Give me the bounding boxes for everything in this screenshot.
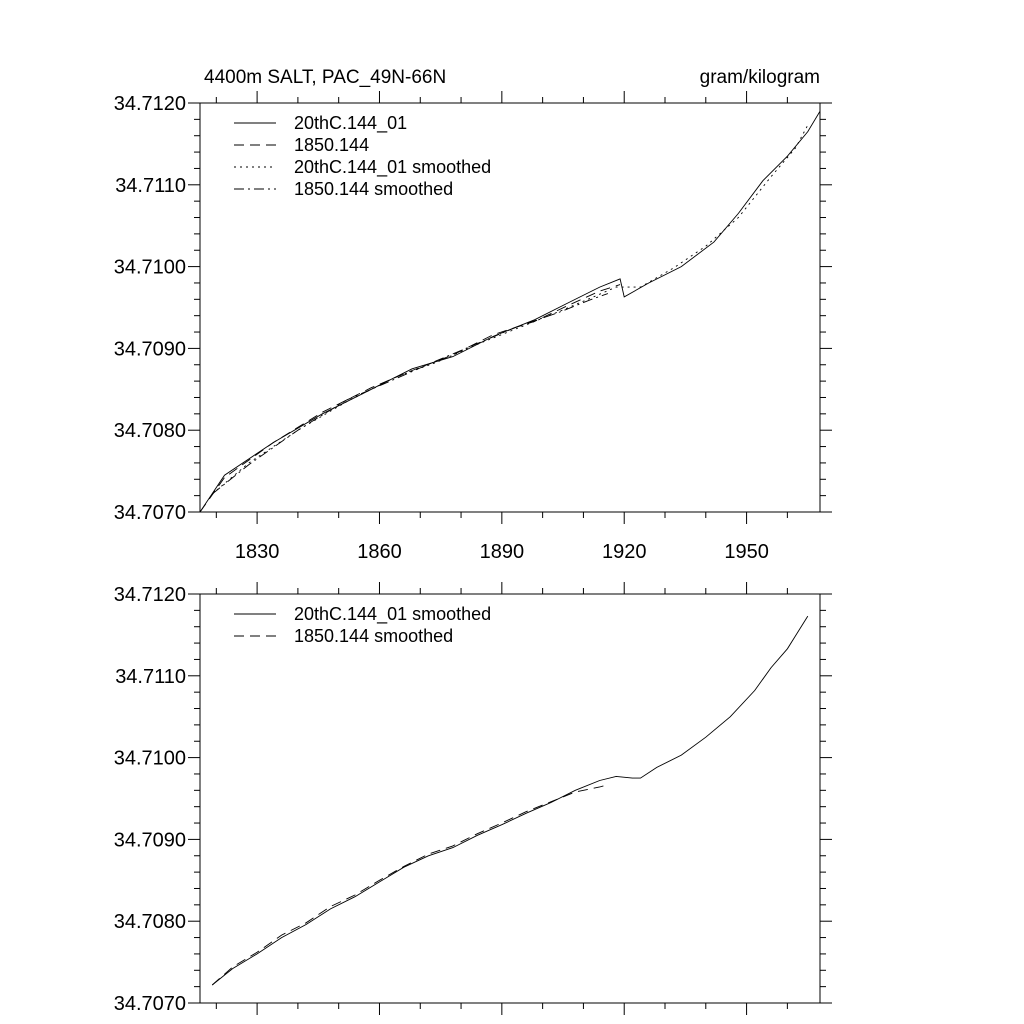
y-tick-label: 34.7080 — [113, 911, 186, 934]
x-tick-label: 1950 — [724, 541, 769, 563]
x-tick-label: 1890 — [479, 541, 525, 563]
top-panel — [114, 91, 832, 563]
series-line-4 — [212, 294, 608, 494]
y-tick-label: 34.7090 — [113, 338, 186, 361]
y-tick-label: 34.7100 — [113, 747, 186, 770]
series-line-2 — [212, 785, 608, 985]
chart-title: 4400m SALT, PAC_49N-66N — [204, 67, 447, 88]
legend-label: 20thC.144_01 smoothed — [294, 157, 492, 177]
y-tick-label: 34.7110 — [115, 665, 186, 688]
plot-frame — [200, 103, 820, 512]
x-tick-label: 1860 — [357, 541, 402, 563]
y-tick-label: 34.7070 — [113, 502, 186, 524]
legend-label: 20thC.144_01 smoothed — [294, 604, 492, 624]
legend-label: 1850.144 smoothed — [294, 626, 454, 646]
legend-label: 1850.144 smoothed — [294, 179, 454, 199]
y-tick-label: 34.7120 — [113, 93, 186, 115]
y-tick-label: 34.7070 — [113, 993, 186, 1015]
y-tick-label: 34.7080 — [113, 420, 186, 443]
x-tick-label: 1830 — [234, 541, 280, 563]
series-line-2 — [200, 285, 620, 512]
bottom-panel — [114, 582, 832, 1015]
y-tick-label: 34.7090 — [113, 829, 186, 852]
units-label: gram/kilogram — [699, 67, 820, 88]
y-tick-label: 34.7100 — [113, 256, 186, 279]
series-line-1 — [212, 616, 808, 985]
plot-frame — [200, 594, 820, 1003]
y-tick-label: 34.7120 — [113, 584, 186, 606]
legend-label: 1850.144 — [294, 135, 370, 155]
y-tick-label: 34.7110 — [115, 174, 186, 197]
x-tick-label: 1920 — [601, 541, 647, 563]
legend-label: 20thC.144_01 — [294, 113, 408, 133]
series-line-1 — [200, 111, 820, 512]
